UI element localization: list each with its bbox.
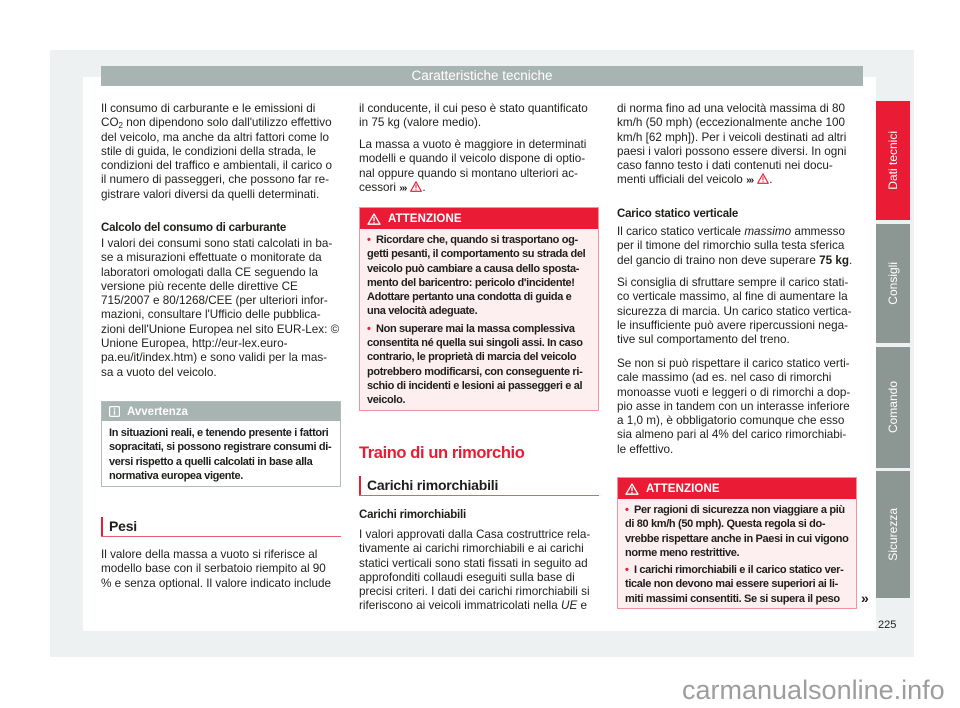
text-line: di 80 km/h (50 mph). Questa regola si do- bbox=[625, 518, 826, 531]
bullet-icon: • bbox=[367, 234, 371, 246]
text-line: consentita né quella sui singoli assi. In caso bbox=[367, 337, 583, 350]
text-line: veicolo. bbox=[367, 394, 406, 407]
sub-text: 2 bbox=[118, 121, 123, 131]
text-line: 715/2007 e 80/1268/CEE (per ulteriori infor- bbox=[101, 294, 328, 308]
text-line: I carichi rimorchiabili e il carico statico ver- bbox=[634, 564, 844, 577]
text-line: riferiscono ai veicoli immatricolati nella UE e bbox=[359, 599, 588, 613]
vertical-load-exception-paragraph bbox=[617, 357, 857, 457]
text-line: statici verticali sono stati fissati in seguito ad bbox=[359, 556, 588, 570]
text-line: paesi i valori possono essere diversi. In ogni bbox=[617, 144, 847, 158]
text-line: versi rispetto a quelli calcolati in base alla bbox=[109, 455, 313, 468]
note-title: Avvertenza bbox=[127, 405, 188, 418]
note-box bbox=[101, 401, 341, 487]
page-number: 225 bbox=[878, 619, 897, 631]
warning-header bbox=[618, 478, 856, 499]
text-line: mazioni, consultare l'Ufficio delle pubblica- bbox=[101, 308, 321, 322]
italic-text: UE bbox=[561, 599, 578, 613]
text-line: getti pesanti, il comportamento su strada del bbox=[367, 248, 586, 261]
text-line: nal oppure quando si montano ulteriori ac- bbox=[359, 166, 578, 180]
text-line: vrebbe rispettare anche in Paesi in cui vigono bbox=[625, 532, 849, 545]
warning-triangle-icon bbox=[757, 173, 769, 187]
warning-title: ATTENZIONE bbox=[388, 212, 462, 225]
text-line: modello base con il serbatoio riempito al 90 bbox=[101, 562, 326, 576]
tab-consigli bbox=[876, 224, 910, 343]
text-line: versione più recente delle direttive CE bbox=[101, 279, 298, 293]
warning-body bbox=[618, 499, 856, 608]
text-line: normativa europea vigente. bbox=[109, 469, 243, 482]
vertical-load-advice-paragraph bbox=[617, 276, 857, 347]
text-line: tive sul comportamento del treno. bbox=[617, 333, 790, 347]
info-icon bbox=[109, 406, 120, 417]
warning-triangle-icon bbox=[625, 483, 639, 495]
bold-text: 75 kg bbox=[819, 253, 849, 267]
weights-subheading bbox=[101, 517, 341, 537]
weights-paragraph bbox=[101, 548, 341, 591]
intro-paragraph bbox=[101, 102, 341, 202]
section-title: Traino di un rimorchio bbox=[359, 444, 525, 462]
warning-box-towing bbox=[617, 477, 857, 609]
tab-dati-tecnici bbox=[876, 101, 910, 220]
text-line: stile di guida, le condizioni della strada, le bbox=[101, 144, 317, 158]
vertical-load-heading: Carico statico verticale bbox=[617, 208, 739, 220]
text-line: laboratori omologati dalla CE seguendo la bbox=[101, 265, 319, 279]
warning-bullet-text bbox=[367, 322, 591, 408]
text-line: le effettivo. bbox=[617, 442, 674, 456]
text-line: pa.eu/it/index.htm) e sono validi per la mas- bbox=[101, 351, 328, 365]
text-line: del veicolo, ma anche da altri fattori come lo bbox=[101, 130, 330, 144]
tab-label: Dati tecnici bbox=[886, 131, 900, 190]
text-line: % e senza optional. Il valore indicato include bbox=[101, 576, 331, 590]
bullet-icon: • bbox=[625, 504, 629, 516]
text-line: pio asse in tandem con un interasse inferiore bbox=[617, 399, 850, 413]
text-line: In situazioni reali, e tenendo presente i fattori bbox=[109, 427, 329, 439]
towing-loads-heading: Carichi rimorchiabili bbox=[359, 509, 466, 521]
text-line: schio di incidenti e lesioni ai passeggeri e al bbox=[367, 379, 583, 392]
text-line: km/h (50 mph) (eccezionalmente anche 100 bbox=[617, 116, 846, 130]
text-line: zioni dell'Unione Europea nel sito EUR-Lex: © bbox=[101, 322, 340, 336]
text-line: I valori dei consumi sono stati calcolati in ba- bbox=[101, 237, 333, 250]
text-line: Il valore della massa a vuoto si riferisce al bbox=[101, 548, 318, 561]
towing-loads-paragraph bbox=[359, 528, 599, 614]
text-line: per il timone del rimorchio sulla testa sferica bbox=[617, 239, 845, 253]
text-line: il conducente, il cui peso è stato quantificato bbox=[359, 102, 588, 115]
warning-bullet-text bbox=[625, 503, 849, 560]
text-line: Il carico statico verticale massimo ammesso bbox=[617, 225, 845, 238]
tab-comando bbox=[876, 347, 910, 468]
driver-weight-paragraph bbox=[359, 102, 599, 131]
text-line: sopracitati, si possono registrare consumi di- bbox=[109, 441, 332, 454]
fuel-calc-heading: Calcolo del consumo di carburante bbox=[101, 222, 287, 234]
text-line: potrebbero modificarsi, con conseguente ri- bbox=[367, 365, 583, 378]
weights-title: Pesi bbox=[109, 518, 137, 534]
bullet-icon: • bbox=[625, 564, 629, 577]
text-line: monoasse vuoti e leggeri o di rimorchi a dop- bbox=[617, 385, 851, 399]
text-line: Adottare pertanto una condotta di guida e bbox=[367, 291, 572, 304]
continue-on-next-page-icon: » bbox=[861, 590, 869, 606]
text-line: Se non si può rispettare il carico statico verti- bbox=[617, 357, 850, 370]
chapter-header bbox=[101, 66, 863, 86]
warning-bullet bbox=[625, 563, 849, 606]
accent-bar bbox=[101, 517, 103, 536]
warning-box-load bbox=[359, 207, 599, 411]
text-line: menti ufficiali del veicolo ››› . bbox=[617, 173, 773, 187]
text-line: I valori approvati dalla Casa costruttrice rela- bbox=[359, 528, 591, 541]
tab-label: Sicurezza bbox=[886, 508, 900, 561]
note-header bbox=[102, 402, 340, 421]
text-line: in 75 kg (valore medio). bbox=[359, 116, 482, 130]
text-line: se a misurazioni effettuate o monitorate da bbox=[101, 251, 322, 265]
warning-bullet bbox=[367, 233, 591, 319]
text-line: di norma fino ad una velocità massima di 80 bbox=[617, 102, 846, 115]
text-line: cessori ››› . bbox=[359, 180, 426, 194]
text-line: una velocità adeguate. bbox=[367, 305, 478, 318]
accent-bar bbox=[359, 476, 361, 495]
empty-mass-paragraph bbox=[359, 138, 599, 195]
warning-bullet bbox=[625, 503, 849, 560]
towing-loads-subheading bbox=[359, 476, 599, 496]
text-line: condizioni del traffico e ambientali, il carico o bbox=[101, 159, 333, 173]
text-line: La massa a vuoto è maggiore in determinati bbox=[359, 138, 587, 151]
text-line: norme meno restrittive. bbox=[625, 546, 740, 559]
watermark: carmanualsonline.info bbox=[682, 675, 945, 705]
warning-triangle-icon bbox=[410, 181, 422, 195]
text-line: modelli e quando il veicolo dispone di optio- bbox=[359, 152, 586, 166]
text-line: $CO_2$ non dipendono solo dall'utilizzo effettivo bbox=[101, 116, 332, 131]
vertical-load-paragraph bbox=[617, 225, 857, 268]
text-line: miti massimi consentiti. Se si supera il peso bbox=[625, 592, 840, 605]
chapter-title: Caratteristiche tecniche bbox=[411, 68, 553, 83]
text-line: Unione Europea, http://eur-lex.euro- bbox=[101, 337, 288, 351]
text-line: sicurezza di marcia. Un carico statico vertica- bbox=[617, 304, 852, 318]
text-line: km/h [62 mph]). Per i veicoli destinati ad altri bbox=[617, 130, 847, 144]
text-line: le insufficiente può avere ripercussioni nega- bbox=[617, 318, 849, 332]
text-line: a 1,0 m), è obbligatorio comunque che esso bbox=[617, 414, 845, 428]
bullet-icon: • bbox=[367, 322, 371, 335]
text-line: il numero di passeggeri, che possono far re- bbox=[101, 173, 330, 187]
towing-loads-title: Carichi rimorchiabili bbox=[367, 477, 499, 493]
text-line: ticale non devono mai essere superiori ai li- bbox=[625, 578, 838, 591]
text-line: Ricordare che, quando si trasportano og- bbox=[376, 234, 578, 246]
text-line: Il consumo di carburante e le emissioni di bbox=[101, 102, 316, 115]
chevrons-icon: ››› bbox=[746, 174, 753, 187]
text-line: sia almeno pari al 4% del carico rimorchiabi- bbox=[617, 428, 847, 442]
italic-text: massimo bbox=[744, 225, 792, 238]
tab-sicurezza bbox=[876, 471, 910, 598]
tab-label: Comando bbox=[886, 381, 900, 434]
text-line: approfonditi collaudi eseguiti sulla base di bbox=[359, 570, 575, 584]
warning-bullet-text bbox=[625, 563, 849, 606]
text-line: Per ragioni di sicurezza non viaggiare a più bbox=[634, 504, 845, 516]
chevrons-icon: ››› bbox=[399, 181, 407, 194]
note-text bbox=[102, 421, 340, 486]
tab-label: Consigli bbox=[886, 262, 900, 305]
speed-limit-paragraph bbox=[617, 102, 857, 188]
text-line: Non superare mai la massa complessiva bbox=[376, 322, 575, 335]
text-line: cale massimo (ad es. nel caso di rimorchi bbox=[617, 371, 832, 385]
warning-title: ATTENZIONE bbox=[646, 482, 720, 495]
text-line: gistrare valori diversi da quelli determinati. bbox=[101, 187, 320, 201]
text-line: del gancio di traino non deve superare 75 kg. bbox=[617, 253, 853, 267]
text-line: precisi criteri. I dati dei carichi rimorchiabili si bbox=[359, 585, 590, 599]
text-line: tivamente ai carichi rimorchiabili e ai carichi bbox=[359, 542, 584, 556]
warning-triangle-icon bbox=[367, 213, 381, 225]
warning-header bbox=[360, 208, 598, 229]
text-line: mento del baricentro: pericolo d'incidente! bbox=[367, 276, 575, 289]
text-line: co verticale massimo, al fine di aumentare la bbox=[617, 290, 848, 304]
fuel-calc-paragraph bbox=[101, 237, 341, 380]
text-line: caso fanno testo i dati contenuti nei docu- bbox=[617, 159, 833, 173]
text-line: contrario, le proprietà di marcia del veicolo bbox=[367, 351, 577, 364]
warning-bullet-text bbox=[367, 233, 591, 319]
text-line: sa a vuoto del veicolo. bbox=[101, 365, 217, 379]
text-line: Si consiglia di sfruttare sempre il carico stati- bbox=[617, 276, 849, 289]
warning-bullet bbox=[367, 322, 591, 408]
text-line: veicolo può cambiare a causa dello sposta- bbox=[367, 262, 580, 275]
warning-body bbox=[360, 229, 598, 410]
